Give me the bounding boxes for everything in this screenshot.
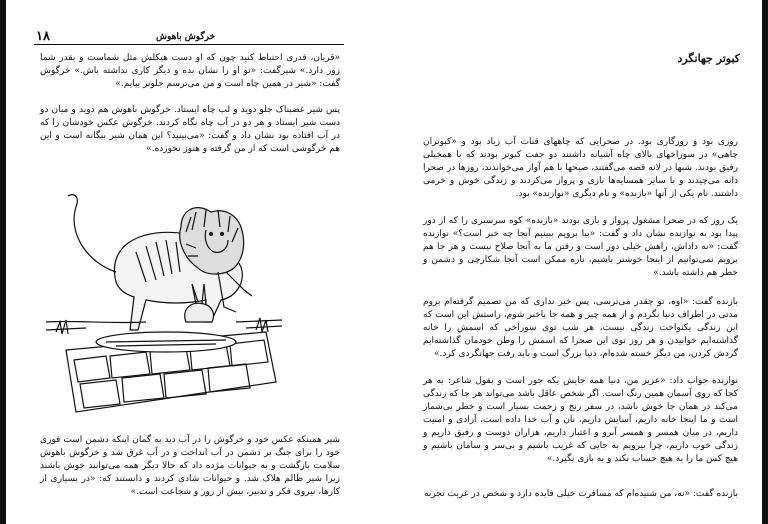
left-paragraph-3: شیر همینکه عکس خود و خرگوش را در آب دید به گمان اینکه دشمن است فوری خود را برای جنگ بر دشمن در آب انداخت و در آب غرق شد و خرگوش باهوش سلامت بازگشت و به حیوانات مژده داد که حالا دیگر همه می‌توانند خوش باشند زیرا شیر ظالم هلاک شد. و حیوانات شادی کردند و دانستند که: «در بسیاری از کارها، نیروی فکر و تدبیر، بیش از زور و شجاعت است.»: [40, 435, 340, 497]
right-page: [390, 0, 768, 524]
page-gutter: [380, 0, 390, 524]
left-paragraph-2: پس شیر غضبناک جلو دوید و لب چاه ایستاد. خرگوش باهوش هم دوید و میان دو دست شیر ایستاد و هر دو در آب چاه نگاه کردند. خرگوش عکس خودشان را که در آب افتاده بود نشان داد و گفت: «می‌بینید؟ این همان شیر بیگانه است و این هم خرگوشی است که از من گرفته و هنوز نخورده.»: [40, 105, 340, 154]
left-page: [0, 0, 380, 524]
right-paragraph-1: روزی بود و روزگاری بود. در صحرایی که چاههای قنات آب زیاد بود و «کبوتران چاهی» در سوراخهای بالای چاه آشیانه داشتند دو جفت کبوتر بودند که با همخیلی رفیق بودند. شبها در لانه قصه می‌گفتند، صبحها با هم آواز می‌خواندند، روزها در صحرا دانه می‌چیدند و با سایر همسایه‌ها بازی و پرواز می‌کردند و زندگی خوش و خرمی داشتند. نام یکی از آنها «بازنده» و نام دیگری «نوازنده» بود.: [423, 137, 738, 199]
page-number: ۱۸: [36, 29, 50, 44]
right-page-border: [762, 0, 768, 524]
running-head: خرگوش باهوش: [156, 32, 216, 42]
lion-at-well-illustration: [46, 172, 282, 424]
running-header: [34, 30, 344, 45]
right-paragraph-3: بازنده گفت: «اوه، تو چقدر می‌ترسی، پس خبر نداری که من تصمیم گرفته‌ام بروم مدتی در اطراف دنیا بگردم و از همه چیز و همه جا باخبر شوم، راستش این است که این زندگی یکنواخت زندگی نیست، هر شب توی سوراخی که اسمش را خانه گذاشته‌ایم خوابیدن و هر روز توی این صحرا که اسمش را وطن خودمان گذاشته‌ایم گردش کردن، من دیگر خسته شده‌ام، دنیا بزرگ است و باید رفت جهانگردی کرد.»: [423, 297, 738, 359]
right-paragraph-4: نوازنده جواب داد: «عزیز من، دنیا همه جایش یکه جور است و بقول شاعر: به هر کجا که روی آسمان همین رنگ است. اگر شخص عاقل باشد می‌تواند هر جا که زندگی می‌کند در همان جا خوش باشد، در سفر رنج و زحمت بسیار است و خطر بی‌شمار است و ما اینجا خانه داریم، آسایش داریم، نان و آب خدا داده است، آزادی و امنیت داریم، در میان همسر و همسر آبرو و اعتبار داریم، هزاران دوست و رفیق داریم و زندگی خوب داریم، چرا بیرویم به جایی که غریب باشیم و بی‌سر و سامان باشیم و هیچ کس ما را به هیچ حساب نکند و به بازی نگیرد.»: [423, 376, 738, 464]
chapter-title: کبوتر جهانگرد: [677, 52, 740, 65]
right-paragraph-2: یک روز که در صحرا مشغول پرواز و بازی بودند «بازنده» کوه سرسبزی را که از دور پیدا بود به نوازنده نشان داد و گفت: «بیا برویم ببینیم آنجا چه خبر است؟» نوازنده گفت: «نه داداش، راهش خیلی دور است و رفتن ما به آنجا صلاح نیست و هر جا هم برویم نمی‌توانیم از اینجا خوشتر باشیم، نازه ممکن است آنجا شکارچی و دشمن و خطر هم داشته باشد.»: [423, 216, 738, 278]
right-paragraph-5: بازنده گفت: «نه، من شنیده‌ام که مسافرت خیلی فایده دارد و شخص در غربت تجربه: [424, 489, 738, 499]
left-page-border: [0, 0, 6, 524]
left-paragraph-1: «قربان، قدری احتیاط کنید چون که او دست هیکلش مثل شماست و بقدر شما زور دارد.» شیرگفت: «تو او را نشان بده و دیگر کاری نداشته باش.» خرگوش گفت: «شیر در همین چاه است و من می‌ترسم جلوتر بیایم.»: [40, 53, 340, 89]
